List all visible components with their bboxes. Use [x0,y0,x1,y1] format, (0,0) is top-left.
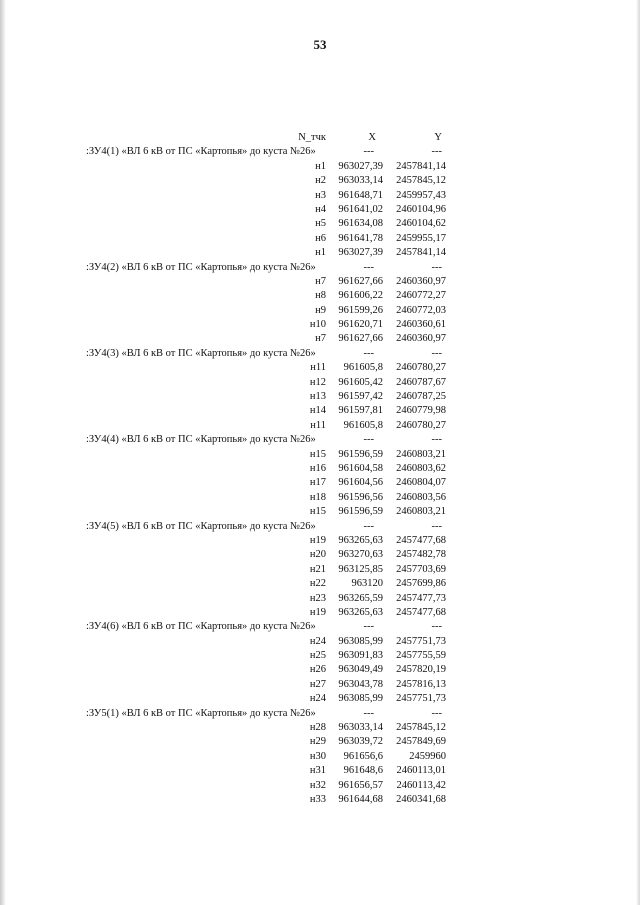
x-value: 963120 [351,578,383,590]
table-row [86,721,446,735]
point-id: н9 [315,304,326,316]
table-row [86,476,446,490]
y-value: 2457816,13 [396,678,446,690]
table-row [86,534,446,548]
y-value: 2460803,56 [396,491,446,503]
point-id: н16 [309,462,326,474]
point-id: н7 [315,333,326,345]
table-row [86,779,446,793]
table-row [86,376,446,390]
scan-left-edge [0,0,6,905]
y-value: 2457477,68 [396,534,446,546]
section-y-dash: --- [431,261,442,273]
x-value: 963085,99 [338,693,383,705]
section-x-dash: --- [363,621,374,633]
section-x-dash: --- [363,261,374,273]
header-y: Y [434,132,442,143]
x-value: 961620,71 [338,319,383,331]
section-row [86,433,446,447]
y-value: 2460360,97 [396,275,446,287]
table-row [86,289,446,303]
x-value: 963091,83 [338,650,383,662]
x-value: 961627,66 [338,333,383,345]
y-value: 2460360,61 [396,319,446,331]
point-id: н1 [315,247,326,259]
x-value: 963125,85 [338,563,383,575]
x-value: 961596,59 [338,448,383,460]
point-id: н27 [309,678,326,690]
section-y-dash: --- [431,347,442,359]
y-value: 2460104,96 [396,203,446,215]
point-id: н15 [309,448,326,460]
point-id: н31 [309,765,326,777]
section-x-dash: --- [363,146,374,158]
point-id: н29 [309,736,326,748]
y-value: 2460787,67 [396,376,446,388]
table-row [86,390,446,404]
y-value: 2460360,97 [396,333,446,345]
point-id: н13 [309,391,326,403]
point-id: н21 [309,563,326,575]
y-value: 2457703,69 [396,563,446,575]
y-value: 2459957,43 [396,189,446,201]
page-number: 53 [313,37,327,52]
x-value: 963043,78 [338,678,383,690]
y-value: 2457699,86 [396,578,446,590]
point-id: н17 [309,477,326,489]
table-row [86,505,446,519]
section-name: :ЗУ4(4) «ВЛ 6 кВ от ПС «Картопья» до куста №26» [86,434,316,446]
x-value: 963033,14 [338,175,383,187]
section-name: :ЗУ5(1) «ВЛ 6 кВ от ПС «Картопья» до куста №26» [86,707,316,719]
table-row [86,592,446,606]
section-row [86,145,446,159]
point-id: н24 [309,693,326,705]
x-value: 961656,6 [343,750,383,762]
table-row [86,548,446,562]
x-value: 961605,42 [338,376,383,388]
section-y-dash: --- [431,146,442,158]
point-id: н26 [309,664,326,676]
x-value: 963265,59 [338,592,383,604]
x-value: 961634,08 [338,218,383,230]
x-value: 961604,58 [338,462,383,474]
section-x-dash: --- [363,707,374,719]
section-name: :ЗУ4(2) «ВЛ 6 кВ от ПС «Картопья» до куста №26» [86,261,316,273]
coordinates-table [86,131,446,807]
point-id: н19 [309,606,326,618]
x-value: 963265,63 [338,606,383,618]
x-value: 963049,49 [338,664,383,676]
y-value: 2460341,68 [396,793,446,805]
y-value: 2457841,14 [396,160,446,172]
section-x-dash: --- [363,520,374,532]
point-id: н22 [309,578,326,590]
table-row [86,189,446,203]
table-row [86,663,446,677]
y-value: 2457841,14 [396,247,446,259]
table-row [86,649,446,663]
x-value: 961605,8 [343,419,383,431]
y-value: 2460772,27 [396,290,446,302]
y-value: 2457482,78 [396,549,446,561]
x-value: 961596,56 [338,491,383,503]
point-id: н23 [309,592,326,604]
point-id: н33 [309,793,326,805]
y-value: 2460803,62 [396,462,446,474]
table-row [86,606,446,620]
section-y-dash: --- [431,520,442,532]
section-row [86,520,446,534]
y-value: 2457845,12 [396,722,446,734]
x-value: 963027,39 [338,247,383,259]
y-value: 2460803,21 [396,448,446,460]
table-row [86,764,446,778]
x-value: 961599,26 [338,304,383,316]
y-value: 2459955,17 [396,232,446,244]
table-row [86,750,446,764]
point-id: н32 [309,779,326,791]
y-value: 2460780,27 [396,419,446,431]
point-id: н20 [309,549,326,561]
y-value: 2457477,68 [396,606,446,618]
point-id: н10 [309,319,326,331]
x-value: 961596,59 [338,506,383,518]
point-id: н24 [309,635,326,647]
y-value: 2460113,01 [396,765,446,777]
point-id: н7 [315,275,326,287]
table-row [86,361,446,375]
x-value: 961641,02 [338,203,383,215]
x-value: 961597,42 [338,391,383,403]
section-x-dash: --- [363,347,374,359]
x-value: 961597,81 [338,405,383,417]
point-id: н5 [315,218,326,230]
table-row [86,692,446,706]
point-id: н3 [315,189,326,201]
table-row [86,232,446,246]
y-value: 2457820,19 [396,664,446,676]
x-value: 961644,68 [338,793,383,805]
y-value: 2459960 [409,750,446,762]
table-row [86,332,446,346]
table-row [86,275,446,289]
point-id: н19 [309,534,326,546]
header-x: X [368,132,376,143]
section-name: :ЗУ4(5) «ВЛ 6 кВ от ПС «Картопья» до куста №26» [86,520,316,532]
section-name: :ЗУ4(3) «ВЛ 6 кВ от ПС «Картопья» до куста №26» [86,347,316,359]
section-name: :ЗУ4(1) «ВЛ 6 кВ от ПС «Картопья» до куста №26» [86,146,316,158]
point-id: н2 [315,175,326,187]
x-value: 961648,6 [343,765,383,777]
y-value: 2460779,98 [396,405,446,417]
x-value: 961648,71 [338,189,383,201]
y-value: 2460804,07 [396,477,446,489]
table-row [86,462,446,476]
x-value: 963033,14 [338,722,383,734]
section-row [86,707,446,721]
table-row [86,304,446,318]
table-row [86,448,446,462]
point-id: н8 [315,290,326,302]
section-row [86,620,446,634]
table-row [86,160,446,174]
y-value: 2457755,59 [396,650,446,662]
y-value: 2457845,12 [396,175,446,187]
x-value: 961641,78 [338,232,383,244]
x-value: 961627,66 [338,275,383,287]
y-value: 2460113,42 [396,779,446,791]
point-id: н15 [309,506,326,518]
x-value: 961656,57 [338,779,383,791]
section-y-dash: --- [431,434,442,446]
x-value: 963265,63 [338,534,383,546]
point-id: н28 [309,722,326,734]
table-row [86,793,446,807]
table-row [86,577,446,591]
table-row [86,318,446,332]
point-id: н11 [310,419,326,431]
section-name: :ЗУ4(6) «ВЛ 6 кВ от ПС «Картопья» до куста №26» [86,621,316,633]
x-value: 961605,8 [343,362,383,374]
table-row [86,203,446,217]
scan-right-edge [636,0,640,905]
y-value: 2460772,03 [396,304,446,316]
table-row [86,246,446,260]
y-value: 2460803,21 [396,506,446,518]
point-id: н14 [309,405,326,417]
table-row [86,491,446,505]
table-row [86,678,446,692]
y-value: 2460104,62 [396,218,446,230]
point-id: н30 [309,750,326,762]
table-row [86,735,446,749]
point-id: н18 [309,491,326,503]
table-row [86,635,446,649]
table-row [86,217,446,231]
x-value: 963085,99 [338,635,383,647]
table-row [86,174,446,188]
section-x-dash: --- [363,434,374,446]
x-value: 963027,39 [338,160,383,172]
x-value: 963039,72 [338,736,383,748]
point-id: н4 [315,203,326,215]
table-row [86,419,446,433]
point-id: н1 [315,160,326,172]
y-value: 2460787,25 [396,391,446,403]
table-row [86,563,446,577]
x-value: 963270,63 [338,549,383,561]
x-value: 961606,22 [338,290,383,302]
point-id: н6 [315,232,326,244]
table-header-row [86,131,446,145]
point-id: н11 [310,362,326,374]
header-point: N_тчк [298,132,326,143]
y-value: 2457751,73 [396,693,446,705]
y-value: 2457751,73 [396,635,446,647]
section-row [86,347,446,361]
y-value: 2457849,69 [396,736,446,748]
section-row [86,261,446,275]
section-y-dash: --- [431,707,442,719]
section-y-dash: --- [431,621,442,633]
y-value: 2460780,27 [396,362,446,374]
y-value: 2457477,73 [396,592,446,604]
x-value: 961604,56 [338,477,383,489]
point-id: н12 [309,376,326,388]
table-row [86,404,446,418]
point-id: н25 [309,650,326,662]
